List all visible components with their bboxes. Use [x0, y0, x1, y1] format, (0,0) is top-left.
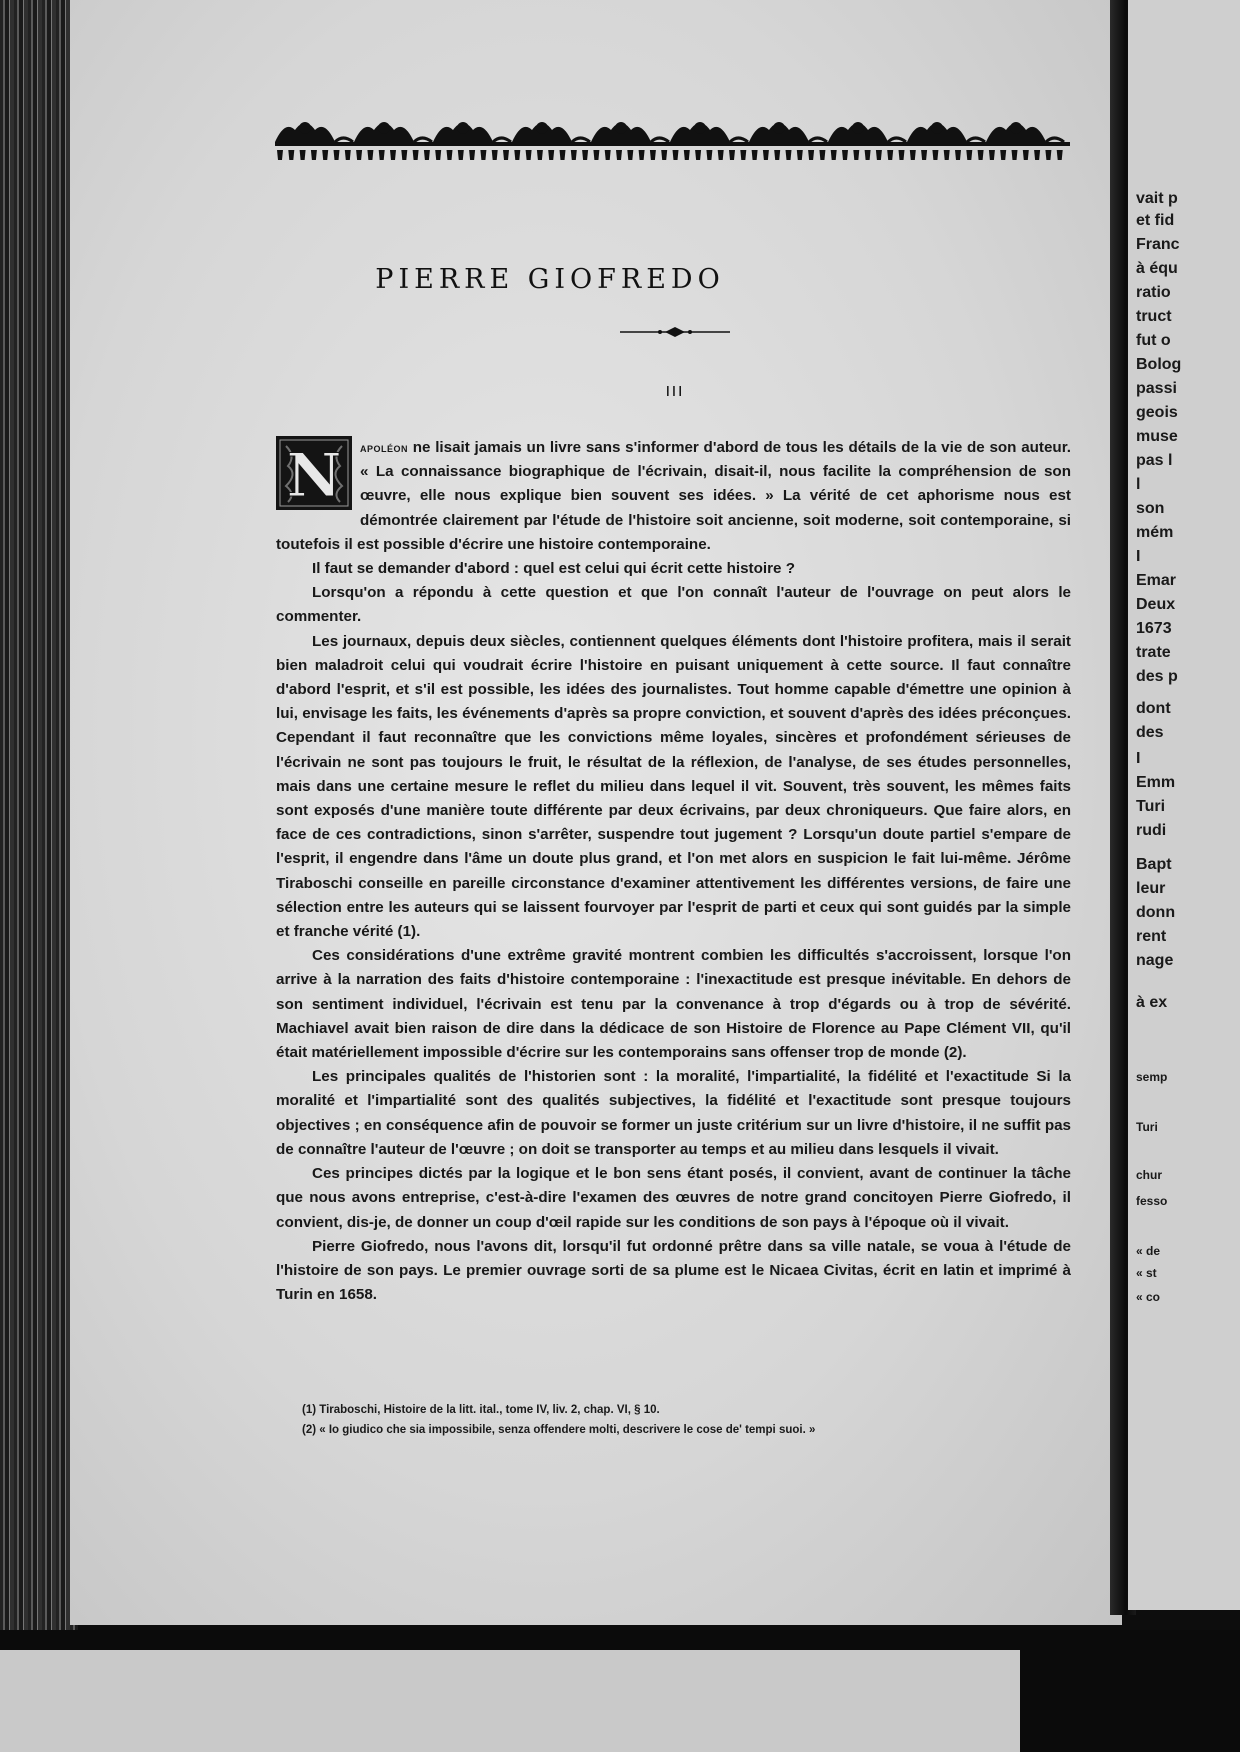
ornament-bead — [503, 150, 509, 160]
ornament-bead — [718, 150, 724, 160]
ornament-fleur — [512, 122, 590, 142]
scan-bottom-sheet — [0, 1650, 1020, 1752]
paragraph-text: ne lisait jamais un livre sans s'informer d'abord de tous les détails de la vie de son auteur. « La connaissance biographique de l'écrivain, disait-il, nous facilite la compréhension de son œuvre, elle nous explique bien souvent ses idées. » La vérité de cet aphorisme nous est démontrée clairement par l'étude de l'histoire soit ancienne, soit moderne, soit contemporaine, si toutefois il est possible d'écrire une histoire contemporaine. — [276, 439, 1071, 553]
ornament-bead — [288, 150, 294, 160]
ornament-bead — [424, 150, 430, 160]
page-title: PIERRE GIOFREDO — [375, 264, 725, 295]
ornament-bead — [480, 150, 486, 160]
ornament-bead — [706, 150, 712, 160]
ornament-bead — [322, 150, 328, 160]
facing-page-line: à ex — [1136, 994, 1168, 1011]
footnote: (1) Tiraboschi, Histoire de la litt. ital., tome IV, liv. 2, chap. VI, § 10. — [302, 1404, 660, 1416]
facing-page-line: des p — [1136, 668, 1178, 685]
ornament-fleur — [354, 122, 432, 142]
ornament-bead — [492, 150, 498, 160]
facing-page-line: nage — [1136, 952, 1174, 969]
facing-page-line: Bolog — [1136, 356, 1182, 373]
ornament-bead — [1045, 150, 1051, 160]
facing-page-line: dont — [1136, 700, 1171, 717]
paragraph: Lorsqu'on a répondu à cette question et que l'on connaît l'auteur de l'ouvrage on peut alors le commenter. — [276, 584, 1071, 626]
ornament-fleur — [907, 122, 985, 142]
paragraph: Ces principes dictés par la logique et le bon sens étant posés, il convient, avant de continuer la tâche que nous avons entreprise, c'est-à-dire l'examen des œuvres de notre grand concitoyen Pierre Giofredo, il convient, dis-je, de donner un coup d'œil rapide sur les conditions de son pays à l'époque où il vivait. — [276, 1165, 1071, 1231]
footnotes — [302, 1400, 1062, 1440]
ornament-bead — [763, 150, 769, 160]
ornament-fleur — [433, 122, 511, 142]
ornament-bead — [277, 150, 283, 160]
facing-page-line: « de — [1136, 1244, 1161, 1258]
first-word-rest: apoléon — [360, 440, 409, 455]
ornament-bead — [447, 150, 453, 160]
facing-page-line: Turi — [1136, 1120, 1158, 1134]
ornament-bead — [334, 150, 340, 160]
ornament-bead — [1012, 150, 1018, 160]
facing-page-line: I — [1136, 750, 1141, 767]
ornament-band-icon — [275, 118, 1070, 178]
paragraph: Les principales qualités de l'historien sont : la moralité, l'impartialité, la fidélité et l'exactitude Si la moralité et l'impartialité sont des qualités subjectives, la fidélité et l'exactitude sont presque toujours objectives ; en conséquence afin de pouvoir se former un juste critérium sur un livre d'histoire, il ne suffit pas de connaître l'auteur de l'œuvre ; on doit se transporter au temps et au milieu dans lesquels il vivait. — [276, 1068, 1071, 1158]
facing-page-line: donn — [1136, 904, 1176, 921]
ornament-bead — [989, 150, 995, 160]
facing-page-line: truct — [1136, 308, 1172, 325]
ornament-fleur — [670, 122, 748, 142]
facing-page-line: « st — [1136, 1266, 1157, 1280]
paragraph: Les journaux, depuis deux siècles, contiennent quelques éléments dont l'histoire profitera, mais il serait bien maladroit celui qui voudrait écrire l'histoire en puisant uniquement à cette source. Il faut connaître d'abord l'esprit, et s'il est possible, les idées des journalistes. Tout homme capable d'émettre une opinion à lui, envisage les faits, les événements d'après sa propre conviction, et souvent d'après des idées préconçues. Cependant il faut reconnaître que les convictions même loyales, sincères et profondément sérieuses de l'écrivain ne sont pas toujours le fruit, le résultat de la réflexion, de l'analyse, de ses études personnelles, mais dans une certaine mesure le reflet du milieu dans lequel il vit. Souvent, très souvent, les mêmes faits sont exposés d'une manière toute différente par deux écrivains, par deux chroniqueurs. Que faire alors, en face de ces contradictions, sinon s'arrêter, suspendre tout jugement ? Lorsqu'un doute partiel s'empare de l'esprit, il engendre dans l'âme un doute plus grand, et l'on met alors en suspicion le fait lui-même. Jérôme Tiraboschi conseille en pareille circonstance d'examiner attentivement les différentes versions, de faire une sélection entre les auteurs qui se laissent fourvoyer par l'esprit de parti et ceux qui sont guidés par la simple et franche vérité (1). — [276, 632, 1071, 941]
facing-page — [1128, 0, 1240, 1610]
paragraph — [276, 436, 1071, 557]
ornament-bead — [966, 150, 972, 160]
ornament-bead — [932, 150, 938, 160]
paragraph: Il faut se demander d'abord : quel est celui qui écrit cette histoire ? — [312, 560, 795, 578]
ornament-bead — [1023, 150, 1029, 160]
ornament-bead — [300, 150, 306, 160]
ornament-bead — [978, 150, 984, 160]
ornament-bead — [661, 150, 667, 160]
ornament-bead — [413, 150, 419, 160]
ornament-bead — [876, 150, 882, 160]
facing-page-line: Emar — [1136, 572, 1177, 589]
facing-page-line: chur — [1136, 1168, 1163, 1182]
ornament-bead — [752, 150, 758, 160]
facing-page-line: Deux — [1136, 596, 1176, 613]
facing-page-line: rent — [1136, 928, 1167, 945]
ornament-bead — [458, 150, 464, 160]
facing-page-line: des — [1136, 724, 1164, 741]
ornament-fleur — [986, 122, 1064, 142]
footnote: (2) « Io giudico che sia impossibile, senza offendere molti, descrivere le cose de' tempi suoi. » — [302, 1424, 816, 1436]
ornament-bead — [740, 150, 746, 160]
ornament-bead — [526, 150, 532, 160]
dropcap-letter: N — [286, 441, 342, 510]
ornament-bead — [548, 150, 554, 160]
section-number: III — [665, 383, 685, 400]
paragraph: Ces considérations d'une extrême gravité montrent combien les difficultés s'accroissent, lorsque l'on arrive à la narration des faits d'histoire contemporaine : l'inexactitude est presque inévitable. En dehors de son sentiment individuel, l'écrivain est tenu par la convenance à trop d'égards ou à trop de sévérité. Machiavel avait bien raison de dire dans la dédicace de son Histoire de Florence au Pape Clément VII, qu'il était matériellement impossible d'écrire sur les contemporains sans offenser trop de monde (2). — [276, 947, 1071, 1062]
ornament-bead — [650, 150, 656, 160]
ornament-bead — [899, 150, 905, 160]
ornament-bead — [1057, 150, 1063, 160]
ornament-bead — [684, 150, 690, 160]
facing-page-line: Emm — [1136, 774, 1176, 791]
facing-page-line: Franc — [1136, 236, 1180, 253]
facing-page-line: Bapt — [1136, 856, 1172, 873]
facing-page-line: trate — [1136, 644, 1171, 661]
ornament-bead — [616, 150, 622, 160]
ornament-bead — [435, 150, 441, 160]
ornament-bead — [560, 150, 566, 160]
ornament-bead — [537, 150, 543, 160]
facing-page-line: et fid — [1136, 212, 1175, 229]
ornament-bead — [774, 150, 780, 160]
facing-page-line: à équ — [1136, 260, 1178, 277]
ornament-fleur — [275, 122, 353, 142]
ornament-bead — [729, 150, 735, 160]
ornament-bead — [367, 150, 373, 160]
ornament-bead — [673, 150, 679, 160]
ornament-fleur — [828, 122, 906, 142]
ornament-bead — [786, 150, 792, 160]
ornament-bead — [345, 150, 351, 160]
ornament-bead — [582, 150, 588, 160]
facing-page-line: Turi — [1136, 798, 1166, 815]
facing-page-line: I — [1136, 548, 1141, 565]
facing-page-line: vait p — [1136, 190, 1178, 207]
title-divider-icon — [620, 326, 730, 338]
ornament-fleur — [591, 122, 669, 142]
ornament-bead — [944, 150, 950, 160]
ornament-bead — [593, 150, 599, 160]
book-spine-edge — [0, 0, 78, 1630]
ornament-bead — [639, 150, 645, 160]
facing-page-line: « co — [1136, 1290, 1161, 1304]
ornament-bead — [1034, 150, 1040, 160]
ornament-bead — [514, 150, 520, 160]
facing-page-line: l — [1136, 476, 1141, 493]
ornament-bead — [571, 150, 577, 160]
facing-page-line: passi — [1136, 380, 1177, 397]
facing-page-line: ratio — [1136, 284, 1171, 301]
ornament-bead — [865, 150, 871, 160]
facing-page-line: pas l — [1136, 452, 1173, 469]
facing-page-line: geois — [1136, 404, 1178, 421]
ornament-bead — [311, 150, 317, 160]
ornament-bead — [379, 150, 385, 160]
ornament-bead — [469, 150, 475, 160]
ornament-bead — [605, 150, 611, 160]
facing-page-line: muse — [1136, 428, 1178, 445]
ornament-bead — [921, 150, 927, 160]
facing-page-line: rudi — [1136, 822, 1167, 839]
facing-page-line: mém — [1136, 524, 1174, 541]
facing-page-line: son — [1136, 500, 1165, 517]
facing-page-line: 1673 — [1136, 620, 1172, 637]
paragraph: Pierre Giofredo, nous l'avons dit, lorsqu'il fut ordonné prêtre dans sa ville natale, se voua à l'étude de l'histoire de son pays. Le premier ouvrage sorti de sa plume est le Nicaea Civitas, écrit en latin et imprimé à Turin en 1658. — [276, 1237, 1071, 1304]
ornament-bead — [356, 150, 362, 160]
facing-page-line: fut o — [1136, 332, 1171, 349]
ornament-bead — [887, 150, 893, 160]
ornament-bead — [831, 150, 837, 160]
ornament-bead — [695, 150, 701, 160]
main-text — [276, 436, 1071, 1307]
ornament-bead — [1000, 150, 1006, 160]
facing-page-line: leur — [1136, 880, 1166, 897]
facing-page-line: semp — [1136, 1070, 1168, 1084]
ornament-bead — [955, 150, 961, 160]
ornament-fleur — [749, 122, 827, 142]
ornament-bead — [853, 150, 859, 160]
ornament-bead — [401, 150, 407, 160]
ornament-bead — [797, 150, 803, 160]
ornament-bead — [819, 150, 825, 160]
facing-page-line: fesso — [1136, 1194, 1168, 1208]
ornament-bead — [808, 150, 814, 160]
ornament-bead — [390, 150, 396, 160]
ornament-bead — [910, 150, 916, 160]
ornament-bead — [627, 150, 633, 160]
ornament-bead — [842, 150, 848, 160]
dropcap-n-icon — [276, 436, 356, 510]
